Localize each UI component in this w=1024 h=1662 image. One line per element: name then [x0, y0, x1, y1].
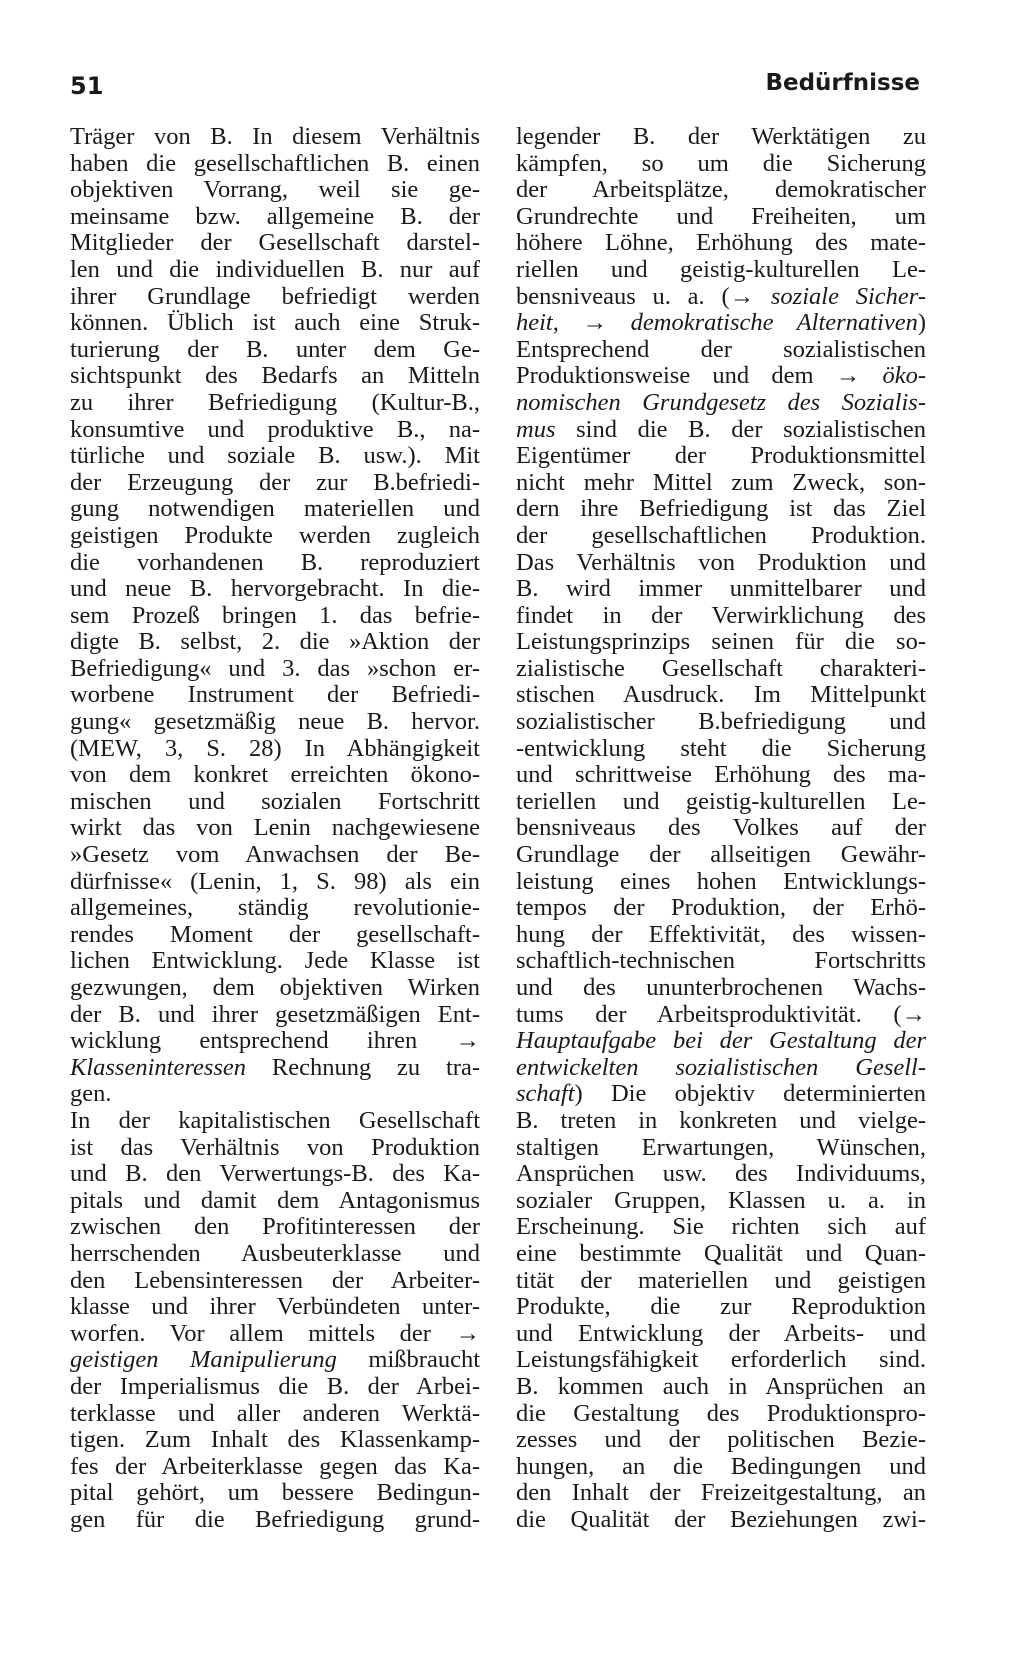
line-text: mischen und sozialen Fortschritt	[70, 788, 480, 815]
text-line	[70, 151, 480, 178]
text-line	[516, 629, 926, 656]
text-line	[70, 1214, 480, 1241]
line-text: den Inhalt der Freizeitgestaltung, an	[516, 1480, 926, 1507]
text-line	[516, 709, 926, 736]
line-text: digte B. selbst, 2. die »Aktion der	[70, 629, 480, 656]
text-line	[516, 1081, 926, 1108]
text-line	[70, 815, 480, 842]
text-line	[516, 1427, 926, 1454]
text-line	[516, 443, 926, 470]
line-text: )	[917, 310, 926, 337]
text-line	[70, 204, 480, 231]
line-text: sozialer Gruppen, Klassen u. a. in	[516, 1187, 926, 1214]
line-text: können. Üblich ist auch eine Struk-	[70, 310, 480, 337]
text-line	[516, 975, 926, 1002]
text-line	[516, 1108, 926, 1135]
text-line	[70, 1454, 480, 1481]
line-text: zwischen den Profitinteressen der	[70, 1214, 480, 1241]
line-text: der gesellschaftlichen Produktion.	[516, 522, 926, 549]
line-text: Befriedigung« und 3. das »schon er-	[70, 655, 480, 682]
line-text: bensniveaus u. a. (→	[516, 283, 771, 310]
line-text: höhere Löhne, Erhöhung des mate-	[516, 230, 926, 257]
text-line	[70, 310, 480, 337]
text-line	[516, 284, 926, 311]
text-line	[516, 736, 926, 763]
text-line	[70, 1347, 480, 1374]
text-line	[516, 789, 926, 816]
line-text: teriellen und geistig-kulturellen Le-	[516, 788, 926, 815]
line-text: zialistische Gesellschaft charakteri-	[516, 655, 926, 682]
line-text: von dem konkret erreichten ökono-	[70, 762, 480, 789]
text-line	[516, 177, 926, 204]
line-text: die Qualität der Beziehungen zwi-	[516, 1506, 926, 1533]
line-text: und B. den Verwertungs-B. des Ka-	[70, 1161, 480, 1188]
text-line	[70, 576, 480, 603]
text-line	[516, 1188, 926, 1215]
text-line	[516, 895, 926, 922]
text-line	[70, 1161, 480, 1188]
line-text: legender B. der Werktätigen zu	[516, 124, 926, 150]
text-line	[516, 948, 926, 975]
text-line	[516, 1401, 926, 1428]
line-text: sem Prozeß bringen 1. das befrie-	[70, 602, 480, 629]
text-line	[70, 842, 480, 869]
text-line	[70, 284, 480, 311]
line-text: allgemeines, ständig revolutionie-	[70, 895, 480, 922]
line-text: dürfnisse« (Lenin, 1, S. 98) als ein	[70, 868, 480, 895]
line-text: pitals und damit dem Antagonismus	[70, 1187, 480, 1214]
text-line	[516, 151, 926, 178]
line-text: hungen, an die Bedingungen und	[516, 1453, 926, 1480]
line-text: rendes Moment der gesellschaft-	[70, 921, 480, 948]
line-text: Träger von B. In diesem Verhältnis	[70, 124, 480, 150]
text-line	[70, 789, 480, 816]
line-text: tums der Arbeitsproduktivität. (→	[516, 1001, 926, 1028]
text-line	[516, 257, 926, 284]
italic-term: schaft	[516, 1081, 575, 1108]
italic-term: Hauptaufgabe bei der Gestaltung der	[516, 1028, 926, 1055]
line-text: -entwicklung steht die Sicherung	[516, 735, 926, 762]
line-text: schaftlich-technischen Fortschritts	[516, 948, 926, 975]
line-text: terklasse und aller anderen Werktä-	[70, 1400, 480, 1427]
line-text: »Gesetz vom Anwachsen der Be-	[70, 842, 480, 869]
text-line	[516, 576, 926, 603]
line-text: riellen und geistig-kulturellen Le-	[516, 256, 926, 283]
line-text: turierung der B. unter dem Ge-	[70, 336, 480, 363]
line-text: ist das Verhältnis von Produktion	[70, 1134, 480, 1161]
line-text: zesses und der politischen Bezie-	[516, 1427, 926, 1454]
line-text: Erscheinung. Sie richten sich auf	[516, 1214, 926, 1241]
line-text: Das Verhältnis von Produktion und	[516, 549, 926, 576]
text-line	[70, 709, 480, 736]
text-line	[516, 656, 926, 683]
text-line	[70, 1108, 480, 1135]
line-text: gen für die Befriedigung grund-	[70, 1506, 480, 1533]
text-line	[70, 1507, 480, 1534]
text-line	[70, 1241, 480, 1268]
italic-term: entwickelten sozialistischen Gesell-	[516, 1054, 926, 1081]
text-line	[70, 363, 480, 390]
text-line	[70, 1427, 480, 1454]
line-text: gen.	[70, 1081, 112, 1108]
text-line	[70, 230, 480, 257]
text-line	[70, 1321, 480, 1348]
line-text: findet in der Verwirklichung des	[516, 602, 926, 629]
line-text: (MEW, 3, S. 28) In Abhängigkeit	[70, 735, 480, 762]
line-text: wicklung entsprechend ihren →	[70, 1028, 480, 1055]
text-line	[70, 895, 480, 922]
line-text: Ansprüchen usw. des Individuums,	[516, 1161, 926, 1188]
text-line	[70, 550, 480, 577]
text-line	[70, 975, 480, 1002]
line-text: Produkte, die zur Reproduktion	[516, 1294, 926, 1321]
text-line	[70, 762, 480, 789]
text-line	[516, 1028, 926, 1055]
running-head: Bedürfnisse	[765, 70, 920, 96]
text-line	[70, 390, 480, 417]
line-text: tempos der Produktion, der Erhö-	[516, 895, 926, 922]
italic-term: soziale Sicher-	[770, 283, 926, 310]
line-text: der Arbeitsplätze, demokratischer	[516, 177, 926, 204]
text-line	[516, 204, 926, 231]
text-line	[70, 1081, 480, 1108]
line-text: len und die individuellen B. nur auf	[70, 256, 480, 283]
text-line	[70, 257, 480, 284]
text-line	[516, 470, 926, 497]
line-text: klasse und ihrer Verbündeten unter-	[70, 1294, 480, 1321]
text-line	[516, 1507, 926, 1534]
line-text: türliche und soziale B. usw.). Mit	[70, 443, 480, 470]
text-line	[70, 869, 480, 896]
text-line	[516, 1055, 926, 1082]
italic-term: öko-	[882, 363, 926, 390]
line-text: fes der Arbeiterklasse gegen das Ka-	[70, 1453, 480, 1480]
line-text: Grundlage der allseitigen Gewähr-	[516, 842, 926, 869]
line-text: leistung eines hohen Entwicklungs-	[516, 868, 926, 895]
text-line	[70, 1188, 480, 1215]
text-line	[70, 603, 480, 630]
text-line	[516, 1241, 926, 1268]
line-text: Rechnung zu tra-	[246, 1054, 480, 1081]
text-line	[516, 1321, 926, 1348]
line-text: kämpfen, so um die Sicherung	[516, 150, 926, 177]
text-line	[516, 1002, 926, 1029]
text-line	[70, 496, 480, 523]
text-line	[70, 1028, 480, 1055]
text-line	[70, 1401, 480, 1428]
italic-term: geistigen Manipulierung	[70, 1347, 337, 1374]
text-line	[516, 417, 926, 444]
line-text: Grundrechte und Freiheiten, um	[516, 203, 926, 230]
text-line	[516, 1214, 926, 1241]
text-line	[516, 496, 926, 523]
line-text: und schrittweise Erhöhung des ma-	[516, 762, 926, 789]
line-text: herrschenden Ausbeuterklasse und	[70, 1240, 480, 1267]
italic-term: mus	[516, 416, 556, 443]
text-line	[70, 177, 480, 204]
line-text: wirkt das von Lenin nachgewiesene	[70, 815, 480, 842]
text-line	[70, 629, 480, 656]
text-line	[516, 337, 926, 364]
text-line	[70, 922, 480, 949]
line-text: gung notwendigen materiellen und	[70, 496, 480, 523]
line-text: zu ihrer Befriedigung (Kultur-B.,	[70, 389, 480, 416]
line-text: sind die B. der sozialistischen	[555, 416, 926, 443]
text-line	[70, 948, 480, 975]
line-text: Leistungsfähigkeit erforderlich sind.	[516, 1347, 926, 1374]
text-line	[516, 124, 926, 151]
italic-term: heit, → demokratische Alternativen	[516, 310, 918, 337]
line-text: nicht mehr Mittel zum Zweck, son-	[516, 469, 926, 496]
text-line	[516, 1347, 926, 1374]
line-text: gung« gesetzmäßig neue B. hervor.	[70, 709, 480, 736]
line-text: geistigen Produkte werden zugleich	[70, 522, 480, 549]
text-line	[516, 815, 926, 842]
text-line	[70, 443, 480, 470]
line-text: B. kommen auch in Ansprüchen an	[516, 1373, 926, 1400]
line-text: Mitglieder der Gesellschaft darstel-	[70, 230, 480, 257]
line-text: eine bestimmte Qualität und Quan-	[516, 1240, 926, 1267]
text-line	[516, 842, 926, 869]
line-text: die Gestaltung des Produktionspro-	[516, 1400, 926, 1427]
line-text: der Erzeugung der zur B.befriedi-	[70, 469, 480, 496]
text-line	[516, 1480, 926, 1507]
line-text: Entsprechend der sozialistischen	[516, 336, 926, 363]
text-line	[516, 363, 926, 390]
line-text: bensniveaus des Volkes auf der	[516, 815, 926, 842]
text-line	[70, 1374, 480, 1401]
line-text: und Entwicklung der Arbeits- und	[516, 1320, 926, 1347]
line-text: und neue B. hervorgebracht. In die-	[70, 576, 480, 603]
line-text: worfen. Vor allem mittels der →	[70, 1320, 480, 1347]
page-number: 51	[70, 72, 104, 100]
text-line	[516, 603, 926, 630]
line-text: tität der materiellen und geistigen	[516, 1267, 926, 1294]
text-line	[516, 1161, 926, 1188]
line-text: mißbraucht	[336, 1347, 480, 1374]
line-text: der Imperialismus die B. der Arbei-	[70, 1373, 480, 1400]
text-line	[516, 762, 926, 789]
text-column-left	[70, 124, 480, 1533]
text-line	[70, 682, 480, 709]
line-text: sichtspunkt des Bedarfs an Mitteln	[70, 363, 480, 390]
line-text: hung der Effektivität, des wissen-	[516, 921, 926, 948]
line-text: B. wird immer unmittelbarer und	[516, 576, 926, 603]
line-text: Leistungsprinzips seinen für die so-	[516, 629, 926, 656]
text-line	[70, 656, 480, 683]
line-text: tigen. Zum Inhalt des Klassenkamp-	[70, 1427, 480, 1454]
text-line	[516, 1374, 926, 1401]
text-line	[70, 736, 480, 763]
line-text: worbene Instrument der Befriedi-	[70, 682, 480, 709]
text-line	[516, 1135, 926, 1162]
italic-term: nomischen Grundgesetz des Sozialis-	[516, 389, 926, 416]
text-line	[70, 1268, 480, 1295]
text-line	[70, 1294, 480, 1321]
line-text: ihrer Grundlage befriedigt werden	[70, 283, 480, 310]
text-line	[70, 124, 480, 151]
line-text: objektiven Vorrang, weil sie ge-	[70, 177, 480, 204]
text-line	[516, 1454, 926, 1481]
text-line	[516, 1294, 926, 1321]
text-line	[70, 417, 480, 444]
text-line	[516, 682, 926, 709]
text-line	[70, 1055, 480, 1082]
line-text: dern ihre Befriedigung ist das Ziel	[516, 496, 926, 523]
line-text: ) Die objektiv determinierten	[574, 1081, 926, 1108]
text-column-right	[516, 124, 926, 1533]
line-text: B. treten in konkreten und vielge-	[516, 1107, 926, 1134]
text-line	[70, 1002, 480, 1029]
line-text: stischen Ausdruck. Im Mittelpunkt	[516, 682, 926, 709]
line-text: sozialistischer B.befriedigung und	[516, 709, 926, 736]
text-line	[516, 523, 926, 550]
line-text: In der kapitalistischen Gesellschaft	[70, 1107, 480, 1134]
line-text: staltigen Erwartungen, Wünschen,	[516, 1134, 926, 1161]
text-line	[516, 1268, 926, 1295]
text-line	[70, 523, 480, 550]
line-text: die vorhandenen B. reproduziert	[70, 549, 480, 576]
line-text: der B. und ihrer gesetzmäßigen Ent-	[70, 1001, 480, 1028]
text-line	[516, 550, 926, 577]
line-text: gezwungen, dem objektiven Wirken	[70, 975, 480, 1001]
text-line	[70, 1135, 480, 1162]
line-text: den Lebensinteressen der Arbeiter-	[70, 1267, 480, 1294]
text-line	[70, 1480, 480, 1507]
line-text: pital gehört, um bessere Bedingun-	[70, 1480, 480, 1507]
text-line	[516, 390, 926, 417]
line-text: Eigentümer der Produktionsmittel	[516, 443, 926, 470]
line-text: lichen Entwicklung. Jede Klasse ist	[70, 948, 480, 975]
line-text: und des ununterbrochenen Wachs-	[516, 975, 926, 1001]
line-text: konsumtive und produktive B., na-	[70, 416, 480, 443]
line-text: Produktionsweise und dem →	[516, 363, 883, 390]
text-line	[70, 337, 480, 364]
line-text: meinsame bzw. allgemeine B. der	[70, 203, 480, 230]
text-line	[516, 922, 926, 949]
line-text: haben die gesellschaftlichen B. einen	[70, 150, 480, 177]
text-line	[516, 310, 926, 337]
text-line	[516, 869, 926, 896]
text-line	[70, 470, 480, 497]
text-line	[516, 230, 926, 257]
italic-term: Klasseninteressen	[70, 1054, 247, 1081]
